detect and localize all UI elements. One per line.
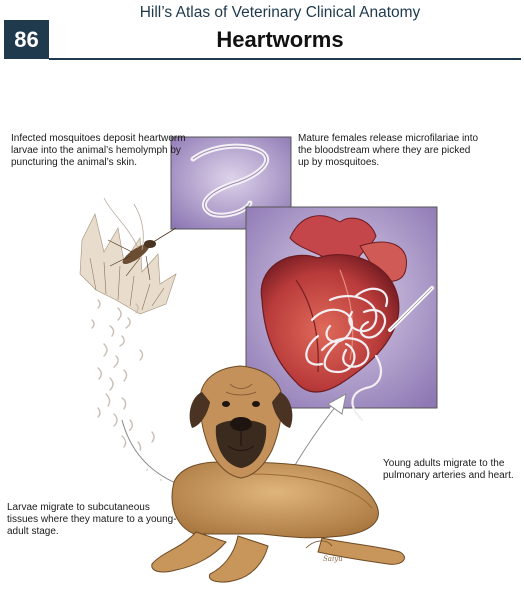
page-title: Heartworms xyxy=(216,27,344,52)
mosquito-on-skin xyxy=(80,198,176,314)
book-title: Hill’s Atlas of Veterinary Clinical Anatomy xyxy=(139,4,421,21)
caption-larvae-migrate: Larvae migrate to subcutaneous tissues where they mature to a young-adult stage. xyxy=(7,502,177,537)
caption-mosquito-deposit: Infected mosquitoes deposit heartworm larvae into the animal’s hemolymph by puncturing the animal’s skin. xyxy=(11,133,186,168)
caption-females-release: Mature females release microfilariae into the bloodstream where they are picked up by mosquitoes. xyxy=(298,133,479,168)
larvae-trail xyxy=(92,300,162,480)
svg-text:Saiyu: Saiyu xyxy=(323,555,343,563)
page-number: 86 xyxy=(4,20,49,59)
caption-young-adults: Young adults migrate to the pulmonary arteries and heart. xyxy=(383,458,514,481)
